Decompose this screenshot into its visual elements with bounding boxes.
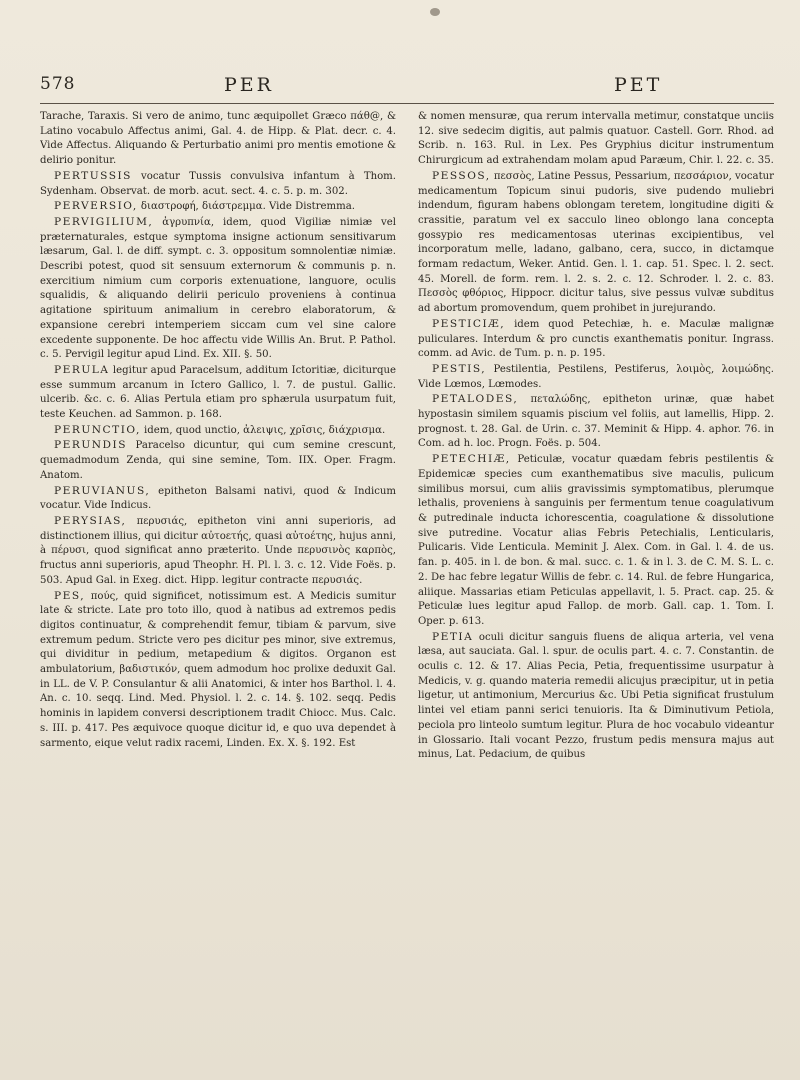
entry-headword: PERUNCTIO, [54, 423, 141, 436]
right-running-head: PET [614, 74, 663, 96]
entry-headword: PERTUSSIS [54, 169, 132, 182]
entry-headword: PERYSIAS, [54, 514, 127, 527]
dictionary-entry [40, 438, 396, 483]
entry-headword: PERVIGILIUM, [54, 215, 154, 228]
dictionary-entry [40, 423, 396, 439]
dictionary-entry [418, 169, 774, 317]
entry-text: πεταλώδης, epitheton urinæ, quæ habet hypostasin similem squamis piscium vel foliis, aut lamellis, Hipp. 2. prognost. t. 28. Gal. de Urin. c. 37. Meminit & Hipp. 4. aphor. 76. in Com. ad h. loc. Progn. Foës. p. 504. [418, 394, 774, 450]
entry-text: & nomen mensuræ, qua rerum intervalla metimur, constatque unciis 12. sive sedecim digitis, aut palmis quatuor. Castell. Gorr. Rhod. ad Scrib. n. 163. Rul. in Lex. Pes Gryphius dicitur instrumentum Chirurgicum ad extrahendam molam apud Paræum, Chir. l. 22. c. 35. [418, 111, 774, 167]
page-number: 578 [40, 74, 76, 94]
entry-headword: PES, [54, 589, 86, 602]
dictionary-entry [418, 392, 774, 452]
dictionary-entry [40, 363, 396, 423]
entry-headword: PETIA [432, 630, 474, 643]
page-header [40, 74, 780, 104]
entry-text: vocatur Tussis convulsiva infantum à Thom. Sydenham. Observat. de morb. acut. sect. 4. c. 5. p. m. 302. [40, 170, 396, 197]
entry-text: ἀγρυπνία, idem, quod Vigiliæ nimiæ vel præternaturales, estque symptoma insigne actionum sensitivarum læsarum, Gal. l. de diff. sympt. c. 3. oppositum somnolentiæ nimiæ. Describi potest, quod sit sensuum externorum & communis p. n. exercitium nimium cum corporis extenuatione, languore, oculis squalidis, & aliquando delirii periculo proveniens à continua agitatione spirituum animalium in cerebro elaboratorum, & expansione cerebri intemperiem siccam cum vel sine calore excedente supponente. De hoc affectu vide Willis An. Brut. P. Pathol. c. 5. Pervigil legitur apud Lind. Ex. XII. §. 50. [40, 216, 396, 361]
dictionary-entry [418, 362, 774, 392]
entry-text: Tarache, Taraxis. Si vero de animo, tunc æquipollet Græco πάθ@, & Latino vocabulo Affectus animi, Gal. 4. de Hipp. & Plat. decr. c. 4. Vide Affectus. Aliquando & Perturbatio animi pro mentis emotione & delirio ponitur. [40, 111, 396, 167]
dictionary-entry [40, 589, 396, 752]
entry-text: Paracelso dicuntur, qui cum semine crescunt, quemadmodum Zenda, qui sine semine, Tom. IIX. Oper. Fragm. Anatom. [40, 440, 396, 481]
entry-text: περυσιάς, epitheton vini anni superioris, ad distinctionem illius, qui dicitur αὐτοετής, quasi αὐτοέτης, hujus anni, à πέρυσι, quod significat anno præterito. Unde περυσινὸς καρπὸς, fructus anni superioris, apud Theophr. H. Pl. l. 3. c. 12. Vide Foës. p. 503. Apud Gal. in Exeg. dict. Hipp. legitur contracte περυσιάς. [40, 515, 396, 586]
entry-text: idem, quod unctio, ἀλειψις, χρῖσις, διάχρισμα. [144, 424, 386, 436]
header-rule [40, 103, 774, 104]
dictionary-entry [40, 169, 396, 199]
entry-text: idem quod Petechiæ, h. e. Maculæ malignæ puliculares. Interdum & pro cunctis exanthematis ponitur. Ingrass. comm. ad Avic. de Tum. p. n. p. 195. [418, 318, 774, 360]
dictionary-entry [40, 215, 396, 363]
dictionary-entry [40, 514, 396, 589]
dictionary-entry [40, 199, 396, 215]
entry-text: epitheton Balsami nativi, quod & Indicum vocatur. Vide Indicus. [40, 485, 396, 512]
right-column [418, 110, 774, 1055]
entry-text: Pestilentia, Pestilens, Pestiferus, λοιμὸς, λοιμώδης. Vide Lœmos, Lœmodes. [418, 363, 774, 390]
dictionary-entry [418, 317, 774, 362]
entry-text: Peticulæ, vocatur quædam febris pestilentis & Epidemicæ species cum exanthematibus sive maculis, pulicum similibus morsui, cum aliis gravissimis symptomatibus, plerumque lethalis, proveniens à sanguinis per fermentum tenue coagulativum & putredinale inducta ichorescentia, coagulatione & dissolutione sive putredine. Vocatur alias Febris Petechialis, Lenticularis, Pulicaris. Vide Lenticula. Meminit J. Alex. Com. in Gal. l. 4. de us. fan. p. 405. in l. de bon. & mal. succ. c. 1. & in l. 3. de C. M. S. L. c. 2. De hac febre legatur Willis de febr. c. 14. Rul. de febre Hungarica, aliique. Massarias etiam Peticulas appellavit, l. 5. Pract. cap. 25. & Peticulæ lues legitur apud Fallop. de morb. Gall. cap. 1. Tom. I. Oper. p. 613. [418, 454, 774, 627]
entry-headword: PESSOS, [432, 169, 491, 182]
entry-text: πεσσὸς, Latine Pessus, Pessarium, πεσσάριον, vocatur medicamentum Topicum sinui pudoris, sive pudendo muliebri indendum, figuram habens oblongam teretem, longitudine digiti & crassitie, paratum vel ex sacculo lineo oblongo lana concepta gossypio res medicamentosas uterinas excipientibus, vel incorporatum melle, ladano, galbano, cera, succo, in dictamque formam redactum, Weker. Antid. Gen. l. 1. cap. 51. Spec. l. 2. sect. 45. Morell. de form. rem. l. 2. s. 2. c. 12. Schroder. l. 2. c. 83. Πεσσὸς φθόριος, Hippocr. dicitur talus, sive pessus vulvæ subditus ad abortum promovendum, quem prohibet in jurejurando. [418, 170, 774, 315]
entry-headword: PETALODES, [432, 393, 519, 406]
entry-headword: PERUNDIS [54, 439, 127, 452]
entry-headword: PESTIS, [432, 362, 487, 375]
entry-text: διαστροφή, διάστρεμμα. Vide Distremma. [140, 201, 356, 213]
dictionary-entry [418, 630, 774, 763]
entry-text: πούς, quid significet, notissimum est. A Medicis sumitur late & stricte. Late pro toto illo, quod à natibus ad extremos pedis digitos continuatur, & comprehendit femur, tibiam & parvum, sive extremum pedum. Stricte vero pes dicitur pes minor, sive extremus, qui dividitur in pedium, metapedium & digitos. Organon est ambulatorium, βαδιστικόν, quem admodum hoc prolixe deduxit Gal. in LL. de V. P. Consulantur & alii Anatomici, & inter hos Barthol. l. 4. An. c. 10. seqq. Lind. Med. Physiol. l. 2. c. 14. §. 102. seqq. Pedis hominis in lapidem conversi descriptionem tradit Chiocc. Mus. Calc. s. III. p. 417. Pes æquivoce quoque dicitur id, e quo uva dependet à sarmento, eique velut radix racemi, Linden. Ex. X. §. 192. Est [40, 590, 396, 749]
ink-smudge [430, 8, 440, 16]
left-running-head: PER [224, 74, 274, 96]
dictionary-entry [40, 484, 396, 514]
dictionary-entry [40, 110, 396, 169]
entry-headword: PESTICIÆ, [432, 317, 506, 330]
left-column [40, 110, 396, 1055]
dictionary-entry [418, 110, 774, 169]
entry-text: legitur apud Paracelsum, additum Ictoritiæ, diciturque esse summum arcanum in Ictero Gallico, l. 7. de pustul. Gallic. ulcerib. &c. c. 6. Alias Pertula etiam pro sphærula usurpatum fuit, teste Keuchen. ad Sammon. p. 168. [40, 364, 396, 421]
entry-headword: PETECHIÆ, [432, 453, 511, 466]
entry-text: oculi dicitur sanguis fluens de aliqua arteria, vel vena læsa, aut sauciata. Gal. l. spur. de oculis part. 4. c. 7. Constantin. de oculis c. 12. & 17. Alias Pecia, Petia, frequentissime usurpatur à Medicis, v. g. quando materia remedii alicujus præcipitur, ut in petia ligetur, ut antimonium, Mercurius &c. Ubi Petia significat frustulum lintei vel etiam panni serici tenuioris. Ita & Diminutivum Petiola, peciola pro linteolo sumtum legitur. Plura de hoc vocabulo videantur in Glossario. Itali vocant Pezzo, frustum pedis mensura majus aut minus, Lat. Pedacium, de quibus [418, 631, 774, 761]
dictionary-entry [418, 452, 774, 629]
entry-headword: PERUVIANUS, [54, 484, 151, 497]
entry-headword: PERULA [54, 363, 110, 376]
entry-headword: PERVERSIO, [54, 200, 138, 213]
